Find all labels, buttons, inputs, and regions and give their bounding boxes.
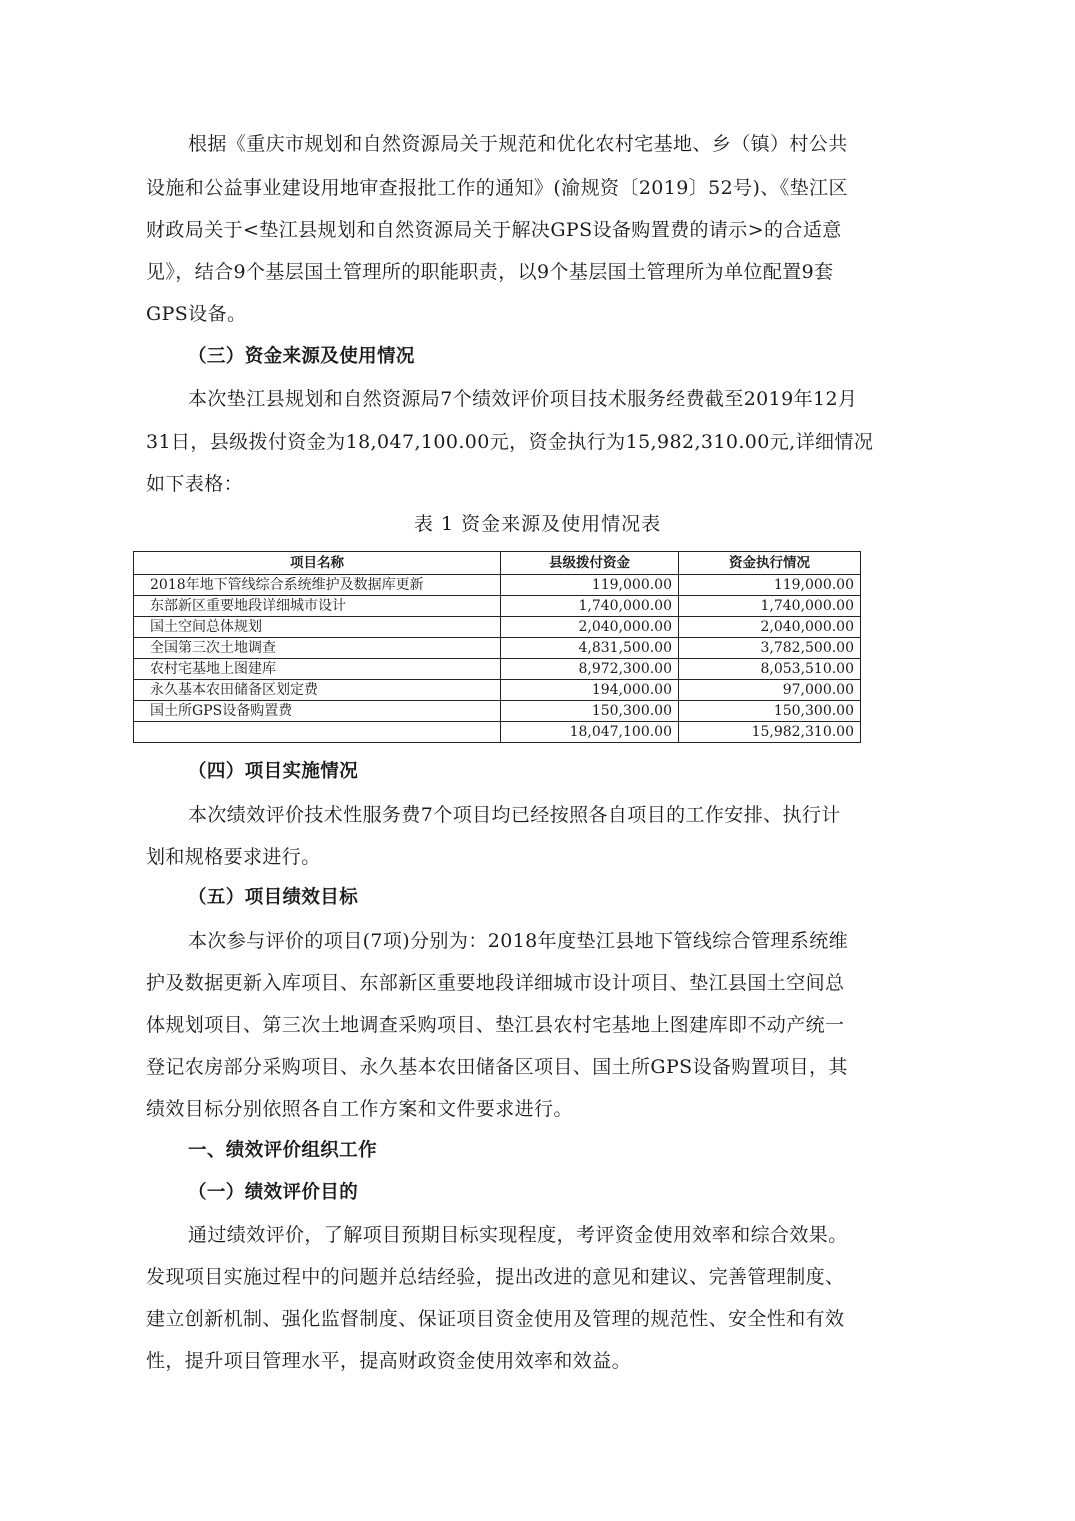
- section-heading: （四）项目实施情况: [188, 761, 359, 782]
- column-header: 县级拨付资金: [501, 552, 679, 575]
- table-row: [134, 659, 861, 680]
- section-heading: （一）绩效评价目的: [188, 1182, 359, 1203]
- project-name-cell: [134, 722, 501, 743]
- project-name-cell: 东部新区重要地段详细城市设计: [134, 596, 501, 617]
- paragraph-line: 31日，县级拨付资金为18,047,100.00元，资金执行为15,982,310.00元,详细情况: [146, 431, 874, 453]
- section-heading: （五）项目绩效目标: [188, 887, 359, 908]
- paragraph-line: GPS设备。: [146, 303, 247, 325]
- project-name-cell: 国土所GPS设备购置费: [134, 701, 501, 722]
- allocated-cell: 119,000.00: [501, 575, 679, 596]
- paragraph-line: 财政局关于<垫江县规划和自然资源局关于解决GPS设备购置费的请示>的合适意: [146, 219, 842, 241]
- column-header: 项目名称: [134, 552, 501, 575]
- executed-cell: 119,000.00: [679, 575, 861, 596]
- table-row: [134, 680, 861, 701]
- allocated-cell: 150,300.00: [501, 701, 679, 722]
- section-heading: （三）资金来源及使用情况: [188, 346, 415, 367]
- table-total-row: [134, 722, 861, 743]
- table-header-row: [134, 552, 861, 575]
- allocated-cell: 8,972,300.00: [501, 659, 679, 680]
- chapter-heading: 一、绩效评价组织工作: [188, 1140, 378, 1161]
- executed-cell: 97,000.00: [679, 680, 861, 701]
- paragraph-line: 如下表格：: [146, 473, 244, 495]
- executed-cell: 3,782,500.00: [679, 638, 861, 659]
- table-row: [134, 638, 861, 659]
- project-name-cell: 永久基本农田储备区划定费: [134, 680, 501, 701]
- table-row: [134, 575, 861, 596]
- paragraph-line: 见》，结合9个基层国土管理所的职能职责，以9个基层国土管理所为单位配置9套: [146, 261, 834, 283]
- project-name-cell: 农村宅基地上图建库: [134, 659, 501, 680]
- column-header: 资金执行情况: [679, 552, 861, 575]
- funds-table: [133, 551, 861, 743]
- allocated-cell: 2,040,000.00: [501, 617, 679, 638]
- paragraph-line: 根据《重庆市规划和自然资源局关于规范和优化农村宅基地、乡（镇）村公共: [188, 133, 848, 155]
- executed-cell: 150,300.00: [679, 701, 861, 722]
- executed-cell: 1,740,000.00: [679, 596, 861, 617]
- paragraph-line: 性，提升项目管理水平，提高财政资金使用效率和效益。: [146, 1350, 632, 1372]
- table-caption: 表 1 资金来源及使用情况表: [413, 513, 662, 535]
- paragraph-line: 划和规格要求进行。: [146, 846, 321, 868]
- paragraph-line: 本次绩效评价技术性服务费7个项目均已经按照各自项目的工作安排、执行计: [188, 804, 841, 826]
- table-row: [134, 596, 861, 617]
- paragraph-line: 本次参与评价的项目(7项)分别为：2018年度垫江县地下管线综合管理系统维: [188, 930, 849, 952]
- project-name-cell: 国土空间总体规划: [134, 617, 501, 638]
- paragraph-line: 登记农房部分采购项目、永久基本农田储备区项目、国土所GPS设备购置项目，其: [146, 1056, 848, 1078]
- project-name-cell: 2018年地下管线综合系统维护及数据库更新: [134, 575, 501, 596]
- paragraph-line: 建立创新机制、强化监督制度、保证项目资金使用及管理的规范性、安全性和有效: [146, 1308, 845, 1330]
- paragraph-line: 通过绩效评价，了解项目预期目标实现程度，考评资金使用效率和综合效果。: [188, 1224, 848, 1246]
- paragraph-line: 护及数据更新入库项目、东部新区重要地段详细城市设计项目、垫江县国土空间总: [146, 972, 845, 994]
- paragraph-line: 绩效目标分别依照各自工作方案和文件要求进行。: [146, 1098, 573, 1120]
- executed-cell: 8,053,510.00: [679, 659, 861, 680]
- paragraph-line: 发现项目实施过程中的问题并总结经验，提出改进的意见和建议、完善管理制度、: [146, 1266, 845, 1288]
- table-row: [134, 617, 861, 638]
- project-name-cell: 全国第三次土地调查: [134, 638, 501, 659]
- table-row: [134, 701, 861, 722]
- executed-total-cell: 15,982,310.00: [679, 722, 861, 743]
- paragraph-line: 设施和公益事业建设用地审查报批工作的通知》(渝规资〔2019〕52号)、《垫江区: [146, 177, 848, 199]
- allocated-cell: 4,831,500.00: [501, 638, 679, 659]
- allocated-cell: 194,000.00: [501, 680, 679, 701]
- executed-cell: 2,040,000.00: [679, 617, 861, 638]
- paragraph-line: 本次垫江县规划和自然资源局7个绩效评价项目技术服务经费截至2019年12月: [188, 388, 858, 410]
- allocated-cell: 1,740,000.00: [501, 596, 679, 617]
- allocated-total-cell: 18,047,100.00: [501, 722, 679, 743]
- paragraph-line: 体规划项目、第三次土地调查采购项目、垫江县农村宅基地上图建库即不动产统一: [146, 1014, 845, 1036]
